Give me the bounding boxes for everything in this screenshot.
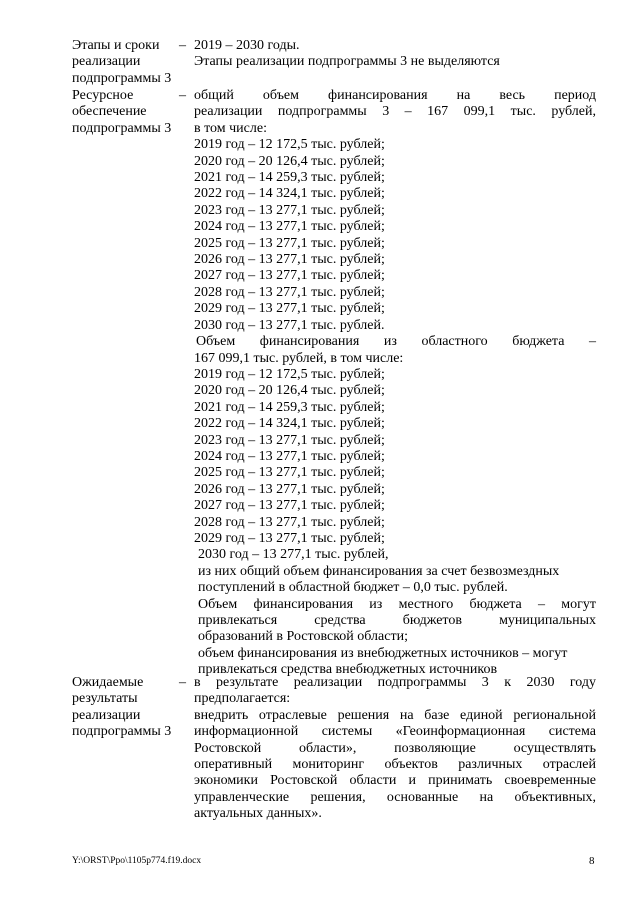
label-line: Ожидаемые [72,675,144,690]
total-year-line: 2029 год – 13 277,1 тыс. рублей; [194,301,385,317]
total-year-line: 2023 год – 13 277,1 тыс. рублей; [194,202,385,218]
regional-year-line: 2025 год – 13 277,1 тыс. рублей; [194,465,385,481]
results-content [194,675,596,823]
total-year-line: 2019 год – 12 172,5 тыс. рублей; [194,137,385,153]
resources-content [194,88,596,679]
results-label [72,675,171,741]
total-year-line: 2021 год – 14 259,3 тыс. рублей; [194,170,385,186]
total-year-line: 2026 год – 13 277,1 тыс. рублей; [194,252,385,268]
stages-dash: – [179,38,186,53]
label-line: Этапы и сроки [72,38,160,53]
resources-label [72,88,171,137]
local-budget-line: образований в Ростовской области; [198,629,408,645]
regional-year-line: 2026 год – 13 277,1 тыс. рублей; [194,481,385,497]
gratuitous-line: поступлений в областной бюджет – 0,0 тыс. рублей. [198,580,508,596]
regional-intro-line: 167 099,1 тыс. рублей, в том числе: [194,350,404,366]
regional-year-line: 2022 год – 14 324,1 тыс. рублей; [194,416,385,432]
total-year-line: 2024 год – 13 277,1 тыс. рублей; [194,219,385,235]
resources-intro-line: общий объем финансирования на весь период [194,88,596,103]
extrabudget-line: объем финансирования из внебюджетных источников – могут [198,645,568,661]
local-budget-line: привлекаться средства бюджетов муниципальных [198,613,596,628]
label-line: реализации [72,54,141,70]
label-line: обеспечение [72,104,147,120]
stages-years: 2019 – 2030 годы. [194,38,300,53]
total-year-line: 2020 год – 20 126,4 тыс. рублей; [194,153,385,169]
regional-year-line: 2024 год – 13 277,1 тыс. рублей; [194,448,385,464]
label-line: реализации [72,707,141,723]
stages-content [194,38,596,71]
regional-year-line: 2030 год – 13 277,1 тыс. рублей, [198,547,389,563]
results-line: внедрить отраслевые решения на базе единой региональной [194,707,596,723]
page-number: 8 [589,855,595,867]
total-year-line: 2027 год – 13 277,1 тыс. рублей; [194,268,385,284]
resources-intro-line: в том числе: [194,120,267,136]
results-line: в результате реализации подпрограммы 3 к 2030 году [194,675,596,690]
stages-label [72,38,171,87]
total-year-line: 2025 год – 13 277,1 тыс. рублей; [194,235,385,251]
regional-year-line: 2028 год – 13 277,1 тыс. рублей; [194,514,385,530]
resources-intro-line: реализации подпрограммы 3 – 167 099,1 тыс. рублей, [194,104,596,120]
regional-year-line: 2027 год – 13 277,1 тыс. рублей; [194,498,385,514]
regional-year-line: 2020 год – 20 126,4 тыс. рублей; [194,383,385,399]
results-line: актуальных данных». [194,806,322,822]
resources-dash: – [179,88,186,103]
label-line: результаты [72,691,138,707]
label-line: Ресурсное [72,88,134,103]
regional-year-line: 2021 год – 14 259,3 тыс. рублей; [194,399,385,415]
results-line: Ростовской области», позволяющие осуществлять [194,740,596,756]
total-year-line: 2028 год – 13 277,1 тыс. рублей; [194,284,385,300]
extrabudget-line: привлекаться средства внебюджетных источников [198,662,498,678]
footer-file-path: Y:\ORST\Ppo\1105p774.f19.docx [72,856,202,866]
local-budget-line: Объем финансирования из местного бюджета – могут [198,596,596,612]
gratuitous-line: из них общий объем финансирования за счет безвозмездных [198,563,560,579]
stages-note: Этапы реализации подпрограммы 3 не выделяются [194,54,500,70]
regional-year-line: 2023 год – 13 277,1 тыс. рублей; [194,432,385,448]
regional-intro-line: Объем финансирования из областного бюджета – [196,334,596,350]
total-year-line: 2022 год – 14 324,1 тыс. рублей; [194,186,385,202]
regional-year-line: 2019 год – 12 172,5 тыс. рублей; [194,366,385,382]
results-dash: – [179,675,186,690]
total-year-line: 2030 год – 13 277,1 тыс. рублей. [194,317,385,333]
results-line: экономики Ростовской области и принимать своевременные [194,773,596,789]
results-line: информационной системы «Геоинформационная система [194,724,596,740]
results-line: предполагается: [194,691,291,707]
label-line: подпрограммы 3 [72,70,172,86]
results-line: оперативный мониторинг объектов различных отраслей [194,757,596,773]
label-line: подпрограммы 3 [72,724,172,740]
label-line: подпрограммы 3 [72,120,172,136]
results-line: управленческие решения, основанные на объективных, [194,789,596,805]
regional-year-line: 2029 год – 13 277,1 тыс. рублей; [194,530,385,546]
